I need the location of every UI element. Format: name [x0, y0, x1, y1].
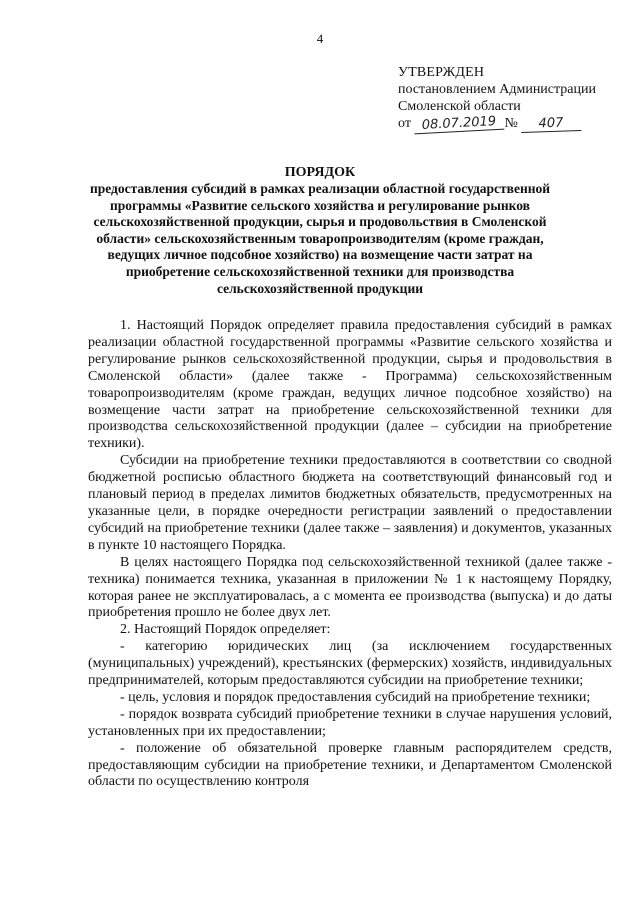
- approval-date-line: [398, 115, 596, 132]
- list-item-purpose: - цель, условия и порядок предоставления субсидий на приобретение техники;: [120, 689, 591, 705]
- subtitle-line: области» сельскохозяйственным товаропроизводителям (кроме граждан,: [96, 230, 544, 246]
- approval-line-1: постановлением Администрации: [398, 82, 596, 97]
- handwritten-number: 407: [521, 116, 581, 133]
- handwritten-date: 08.07.2019: [414, 115, 505, 135]
- approval-line-2: Смоленской области: [398, 99, 521, 114]
- paragraph-2: Субсидии на приобретение техники предоставляются в соответствии со сводной бюджетной росписью областного бюджета на соответствующий финансовый год и плановый период в пределах лимитов бюджетных обязательств, предусмотренных на указанные цели, в порядке очередности регистрации заявлений о предоставлении субсидий на приобретение техники (далее также – заявления) и документов, указанных в пункте 10 настоящего Порядка.: [88, 453, 612, 553]
- document-subtitle: [80, 181, 560, 297]
- paragraph-3: В целях настоящего Порядка под сельскохозяйственной техникой (далее также - техника) понимается техника, указанная в приложении № 1 к настоящему Порядку, которая ранее не эксплуатировалась, а с момента ее производства (выпуска) и до даты приобретения прошло не более двух лет.: [88, 554, 612, 621]
- subtitle-line: сельскохозяйственной продукции, сырья и продовольствия в Смоленской: [93, 214, 547, 230]
- list-item-control: - положение об обязательной проверке главным распорядителем средств, предоставляющим субсидии на приобретение техники, и Департаментом Смоленской области по осуществлению контроля: [88, 740, 612, 790]
- paragraph-4: 2. Настоящий Порядок определяет:: [120, 622, 331, 638]
- number-prefix: №: [504, 116, 518, 131]
- list-item-category: - категорию юридических лиц (за исключением государственных (муниципальных) учреждений), крестьянских (фермерских) хозяйств, индивидуальных предпринимателей, которым предоставляются субсидии на приобретение техники;: [88, 639, 612, 689]
- approval-block: [398, 64, 596, 132]
- subtitle-line: ведущих личное подсобное хозяйство) на возмещение части затрат на: [107, 247, 533, 263]
- subtitle-line: приобретение сельскохозяйственной техники для производства: [125, 263, 515, 279]
- document-title: ПОРЯДОК: [284, 165, 356, 180]
- page-number: 4: [316, 31, 324, 46]
- paragraph-1: 1. Настоящий Порядок определяет правила предоставления субсидий в рамках реализации областной государственной программы «Развитие сельского хозяйства и регулирование рынков сельскохозяйственной продукции, сырья и продовольствия в Смоленской области» (далее также - Программа) сельскохозяйственным товаропроизводителям (кроме граждан, ведущих личное подсобное хозяйство) на возмещение части затрат на приобретение сельскохозяйственной техники для производства сельскохозяйственной продукции (далее – субсидии на приобретение техники).: [88, 318, 612, 452]
- list-item-return: - порядок возврата субсидий приобретение техники в случае нарушения условий, установленных при их предоставлении;: [88, 706, 612, 739]
- document-body: [88, 318, 612, 791]
- subtitle-line: программы «Развитие сельского хозяйства и регулирование рынков: [110, 197, 530, 213]
- subtitle-line: сельскохозяйственной продукции: [216, 280, 424, 296]
- date-prefix: от: [398, 116, 411, 131]
- approval-stamp: УТВЕРЖДЕН: [398, 65, 485, 80]
- subtitle-line: предоставления субсидий в рамках реализации областной государственной: [89, 181, 551, 196]
